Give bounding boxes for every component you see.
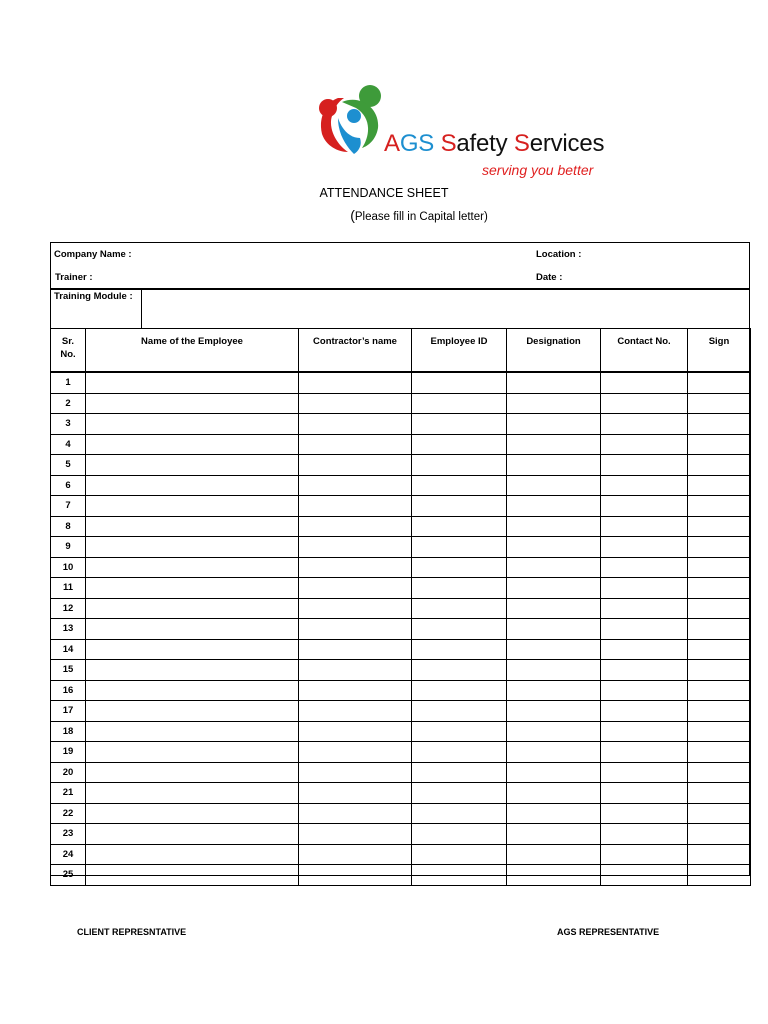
entry-cell[interactable] [688, 803, 751, 824]
entry-cell[interactable] [688, 578, 751, 599]
divider [141, 290, 142, 328]
row-number: 8 [51, 516, 86, 537]
entry-cell[interactable] [412, 516, 507, 537]
row-number: 5 [51, 455, 86, 476]
table-row [51, 783, 751, 804]
company-name-label: Company Name : [54, 249, 132, 260]
entry-cell[interactable] [86, 557, 299, 578]
table-row [51, 762, 751, 783]
entry-cell[interactable] [412, 865, 507, 886]
entry-cell[interactable] [412, 537, 507, 558]
column-header: Employee ID [412, 329, 507, 373]
brand-name: AGS Safety Services [384, 130, 605, 157]
table-row [51, 803, 751, 824]
entry-cell[interactable] [299, 639, 412, 660]
entry-cell[interactable] [601, 680, 688, 701]
entry-cell[interactable] [299, 783, 412, 804]
entry-cell[interactable] [601, 865, 688, 886]
entry-cell[interactable] [86, 434, 299, 455]
entry-cell[interactable] [86, 844, 299, 865]
entry-cell[interactable] [688, 372, 751, 393]
entry-cell[interactable] [86, 414, 299, 435]
row-number: 11 [51, 578, 86, 599]
entry-cell[interactable] [688, 762, 751, 783]
entry-cell[interactable] [412, 598, 507, 619]
entry-cell[interactable] [601, 844, 688, 865]
entry-cell[interactable] [688, 680, 751, 701]
row-number: 3 [51, 414, 86, 435]
attendance-table [50, 328, 751, 886]
entry-cell[interactable] [688, 455, 751, 476]
date-label: Date : [536, 272, 563, 283]
column-header: Contact No. [601, 329, 688, 373]
entry-cell[interactable] [412, 557, 507, 578]
entry-cell[interactable] [412, 660, 507, 681]
entry-cell[interactable] [299, 475, 412, 496]
entry-cell[interactable] [601, 372, 688, 393]
client-representative-label: CLIENT REPRESNTATIVE [77, 927, 187, 937]
entry-cell[interactable] [688, 516, 751, 537]
entry-cell[interactable] [601, 701, 688, 722]
entry-cell[interactable] [507, 783, 601, 804]
entry-cell[interactable] [507, 557, 601, 578]
entry-cell[interactable] [507, 434, 601, 455]
row-number: 7 [51, 496, 86, 517]
entry-cell[interactable] [299, 742, 412, 763]
entry-cell[interactable] [688, 557, 751, 578]
row-number: 4 [51, 434, 86, 455]
entry-cell[interactable] [601, 455, 688, 476]
entry-cell[interactable] [412, 414, 507, 435]
entry-cell[interactable] [86, 803, 299, 824]
entry-cell[interactable] [507, 844, 601, 865]
entry-cell[interactable] [299, 557, 412, 578]
entry-cell[interactable] [299, 680, 412, 701]
entry-cell[interactable] [601, 557, 688, 578]
column-header: Sign [688, 329, 751, 373]
column-header: Designation [507, 329, 601, 373]
entry-cell[interactable] [412, 393, 507, 414]
entry-cell[interactable] [299, 721, 412, 742]
entry-cell[interactable] [601, 434, 688, 455]
entry-cell[interactable] [507, 393, 601, 414]
entry-cell[interactable] [601, 414, 688, 435]
entry-cell[interactable] [507, 372, 601, 393]
entry-cell[interactable] [86, 742, 299, 763]
entry-cell[interactable] [601, 516, 688, 537]
column-header: Sr. No. [51, 329, 86, 373]
entry-cell[interactable] [601, 783, 688, 804]
entry-cell[interactable] [688, 598, 751, 619]
entry-cell[interactable] [507, 537, 601, 558]
table-row [51, 680, 751, 701]
entry-cell[interactable] [507, 742, 601, 763]
row-number: 13 [51, 619, 86, 640]
table-row [51, 639, 751, 660]
entry-cell[interactable] [412, 783, 507, 804]
entry-cell[interactable] [86, 537, 299, 558]
sheet-title: ATTENDANCE SHEET [319, 186, 449, 200]
table-header-row [51, 329, 751, 373]
entry-cell[interactable] [507, 516, 601, 537]
entry-cell[interactable] [412, 619, 507, 640]
table-row [51, 844, 751, 865]
entry-cell[interactable] [688, 619, 751, 640]
entry-cell[interactable] [507, 619, 601, 640]
entry-cell[interactable] [412, 680, 507, 701]
entry-cell[interactable] [601, 393, 688, 414]
row-number: 16 [51, 680, 86, 701]
divider [51, 288, 749, 290]
entry-cell[interactable] [86, 783, 299, 804]
table-row [51, 393, 751, 414]
entry-cell[interactable] [507, 803, 601, 824]
entry-cell[interactable] [412, 455, 507, 476]
entry-cell[interactable] [299, 372, 412, 393]
table-row [51, 824, 751, 845]
entry-cell[interactable] [507, 475, 601, 496]
entry-cell[interactable] [601, 742, 688, 763]
entry-cell[interactable] [86, 701, 299, 722]
entry-cell[interactable] [412, 742, 507, 763]
people-logo-icon [316, 84, 386, 156]
brand-tagline: serving you better [482, 162, 594, 178]
entry-cell[interactable] [299, 619, 412, 640]
entry-cell[interactable] [507, 680, 601, 701]
entry-cell[interactable] [688, 537, 751, 558]
entry-cell[interactable] [601, 721, 688, 742]
entry-cell[interactable] [299, 762, 412, 783]
entry-cell[interactable] [688, 824, 751, 845]
entry-cell[interactable] [86, 372, 299, 393]
table-row [51, 434, 751, 455]
row-number: 9 [51, 537, 86, 558]
entry-cell[interactable] [507, 496, 601, 517]
entry-cell[interactable] [412, 372, 507, 393]
entry-cell[interactable] [601, 824, 688, 845]
entry-cell[interactable] [507, 660, 601, 681]
entry-cell[interactable] [299, 660, 412, 681]
entry-cell[interactable] [507, 578, 601, 599]
entry-cell[interactable] [601, 475, 688, 496]
entry-cell[interactable] [86, 619, 299, 640]
row-number: 6 [51, 475, 86, 496]
trainer-label: Trainer : [55, 272, 93, 283]
entry-cell[interactable] [86, 865, 299, 886]
entry-cell[interactable] [86, 475, 299, 496]
entry-cell[interactable] [299, 414, 412, 435]
training-module-label: Training Module : [54, 291, 133, 302]
entry-cell[interactable] [601, 619, 688, 640]
entry-cell[interactable] [299, 393, 412, 414]
entry-cell[interactable] [412, 701, 507, 722]
table-row [51, 516, 751, 537]
entry-cell[interactable] [412, 434, 507, 455]
table-row [51, 865, 751, 886]
row-number: 17 [51, 701, 86, 722]
entry-cell[interactable] [86, 393, 299, 414]
entry-cell[interactable] [601, 496, 688, 517]
entry-cell[interactable] [507, 701, 601, 722]
entry-cell[interactable] [299, 537, 412, 558]
row-number: 2 [51, 393, 86, 414]
table-row [51, 660, 751, 681]
row-number: 22 [51, 803, 86, 824]
entry-cell[interactable] [688, 639, 751, 660]
entry-cell[interactable] [507, 865, 601, 886]
entry-cell[interactable] [412, 721, 507, 742]
sheet-subtitle: (Please fill in Capital letter) [350, 207, 488, 223]
entry-cell[interactable] [688, 701, 751, 722]
row-number: 15 [51, 660, 86, 681]
entry-cell[interactable] [86, 455, 299, 476]
entry-cell[interactable] [299, 824, 412, 845]
entry-cell[interactable] [412, 844, 507, 865]
entry-cell[interactable] [507, 414, 601, 435]
entry-cell[interactable] [86, 496, 299, 517]
location-label: Location : [536, 249, 582, 260]
row-number: 24 [51, 844, 86, 865]
table-row [51, 455, 751, 476]
entry-cell[interactable] [688, 393, 751, 414]
entry-cell[interactable] [688, 434, 751, 455]
column-header: Name of the Employee [86, 329, 299, 373]
entry-cell[interactable] [299, 455, 412, 476]
company-logo [316, 84, 616, 180]
entry-cell[interactable] [688, 475, 751, 496]
entry-cell[interactable] [688, 783, 751, 804]
row-number: 1 [51, 372, 86, 393]
entry-cell[interactable] [601, 639, 688, 660]
row-number: 21 [51, 783, 86, 804]
table-row [51, 496, 751, 517]
table-row [51, 598, 751, 619]
entry-cell[interactable] [507, 639, 601, 660]
entry-cell[interactable] [86, 639, 299, 660]
table-row [51, 414, 751, 435]
entry-cell[interactable] [507, 824, 601, 845]
column-header: Contractor’s name [299, 329, 412, 373]
entry-cell[interactable] [299, 701, 412, 722]
entry-cell[interactable] [299, 803, 412, 824]
entry-cell[interactable] [86, 721, 299, 742]
entry-cell[interactable] [412, 639, 507, 660]
entry-cell[interactable] [86, 660, 299, 681]
entry-cell[interactable] [299, 578, 412, 599]
row-number: 19 [51, 742, 86, 763]
entry-cell[interactable] [86, 680, 299, 701]
entry-cell[interactable] [688, 742, 751, 763]
entry-cell[interactable] [299, 516, 412, 537]
entry-cell[interactable] [601, 578, 688, 599]
entry-cell[interactable] [412, 578, 507, 599]
entry-cell[interactable] [412, 824, 507, 845]
entry-cell[interactable] [86, 578, 299, 599]
row-number: 10 [51, 557, 86, 578]
entry-cell[interactable] [299, 598, 412, 619]
entry-cell[interactable] [601, 803, 688, 824]
table-row [51, 475, 751, 496]
entry-cell[interactable] [412, 475, 507, 496]
table-row [51, 578, 751, 599]
entry-cell[interactable] [412, 803, 507, 824]
row-number: 18 [51, 721, 86, 742]
table-row [51, 721, 751, 742]
entry-cell[interactable] [507, 721, 601, 742]
entry-cell[interactable] [507, 598, 601, 619]
table-row [51, 701, 751, 722]
entry-cell[interactable] [688, 414, 751, 435]
entry-cell[interactable] [688, 844, 751, 865]
row-number: 25 [51, 865, 86, 886]
entry-cell[interactable] [601, 598, 688, 619]
entry-cell[interactable] [299, 434, 412, 455]
entry-cell[interactable] [412, 762, 507, 783]
entry-cell[interactable] [688, 660, 751, 681]
entry-cell[interactable] [688, 496, 751, 517]
entry-cell[interactable] [86, 598, 299, 619]
table-row [51, 372, 751, 393]
entry-cell[interactable] [601, 660, 688, 681]
table-row [51, 619, 751, 640]
entry-cell[interactable] [299, 865, 412, 886]
ags-representative-label: AGS REPRESENTATIVE [557, 927, 660, 937]
row-number: 23 [51, 824, 86, 845]
row-number: 12 [51, 598, 86, 619]
entry-cell[interactable] [688, 865, 751, 886]
table-row [51, 557, 751, 578]
entry-cell[interactable] [601, 762, 688, 783]
entry-cell[interactable] [86, 516, 299, 537]
entry-cell[interactable] [299, 844, 412, 865]
entry-cell[interactable] [601, 537, 688, 558]
table-row [51, 537, 751, 558]
table-body [51, 372, 751, 885]
entry-cell[interactable] [412, 496, 507, 517]
entry-cell[interactable] [299, 496, 412, 517]
entry-cell[interactable] [86, 824, 299, 845]
entry-cell[interactable] [86, 762, 299, 783]
attendance-sheet [50, 242, 750, 881]
entry-cell[interactable] [688, 721, 751, 742]
table-row [51, 742, 751, 763]
row-number: 20 [51, 762, 86, 783]
entry-cell[interactable] [507, 455, 601, 476]
row-number: 14 [51, 639, 86, 660]
entry-cell[interactable] [507, 762, 601, 783]
